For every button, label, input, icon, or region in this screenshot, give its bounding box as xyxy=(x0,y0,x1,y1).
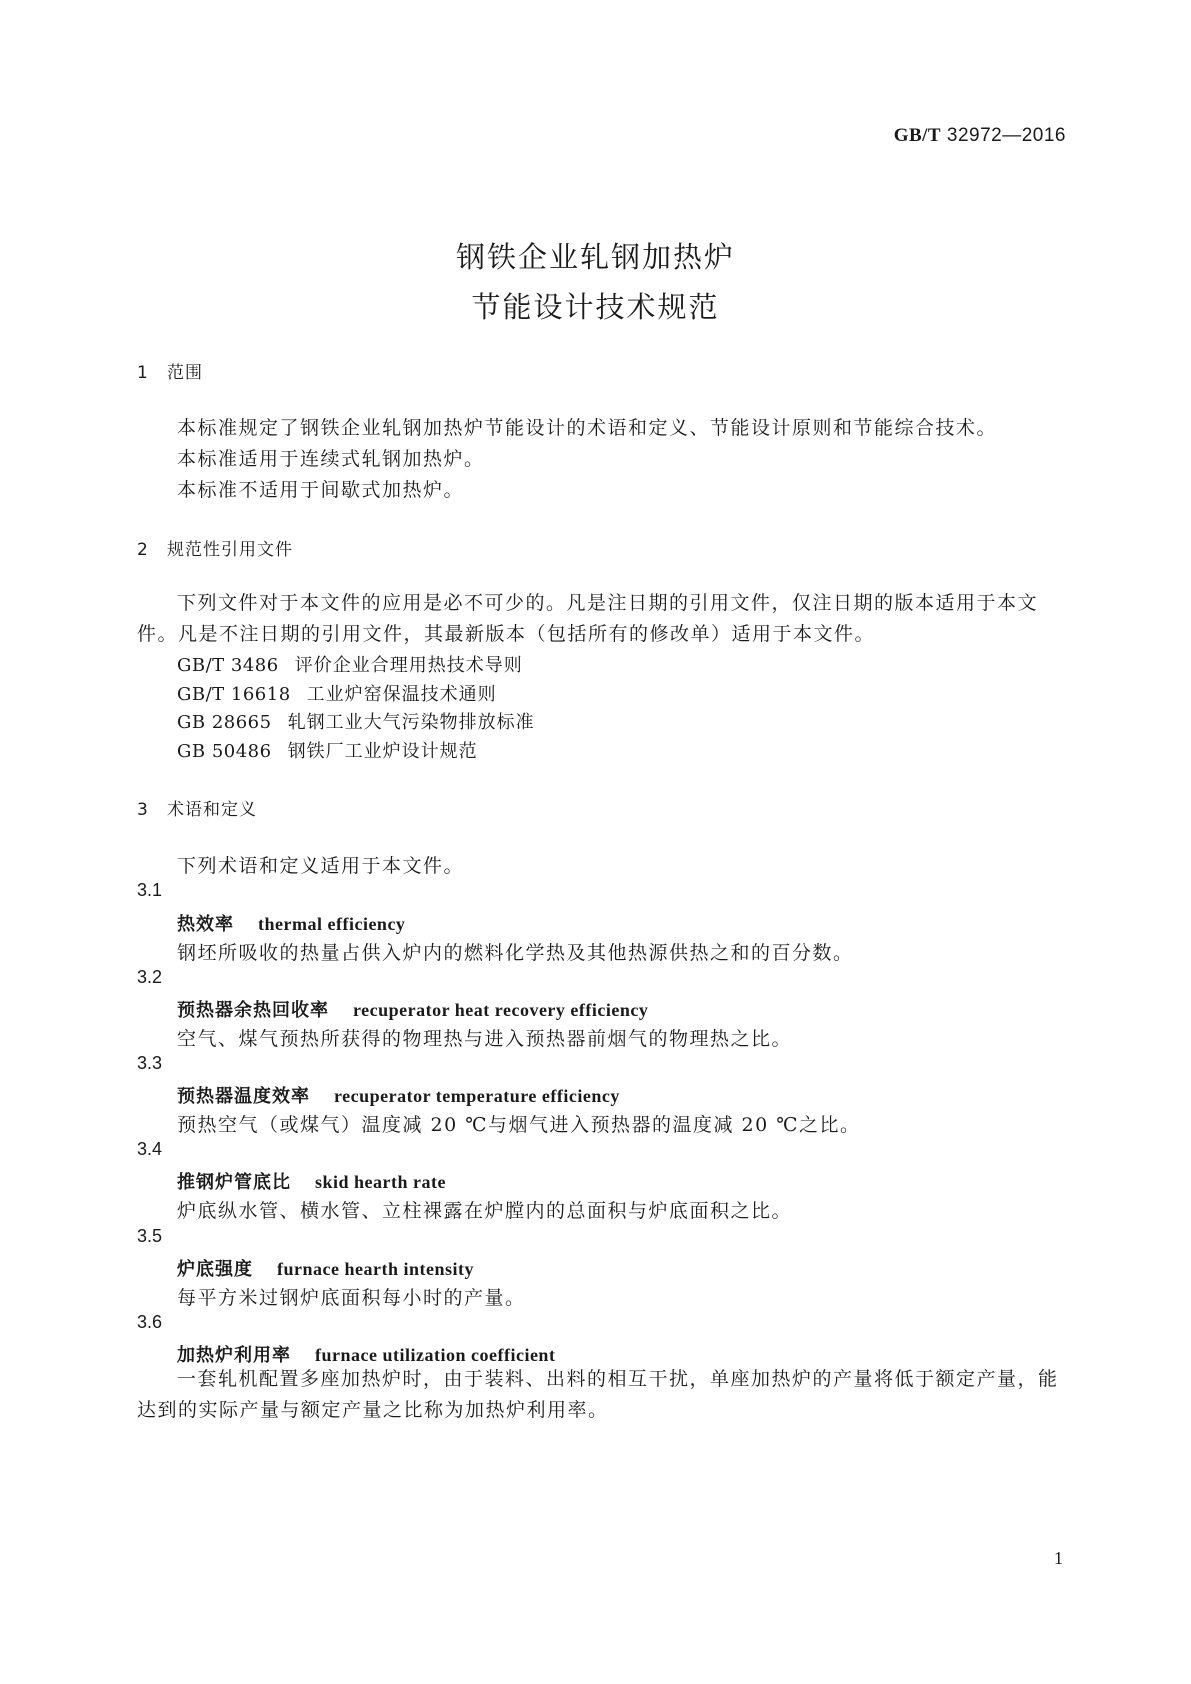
scope-paragraph-3: 本标准不适用于间歇式加热炉。 xyxy=(177,479,465,501)
term-name-zh: 预热器余热回收率 xyxy=(177,1000,329,1021)
term-name-en: skid hearth rate xyxy=(315,1172,446,1192)
page-number: 1 xyxy=(1054,1548,1063,1568)
section-number: 3 xyxy=(137,800,149,820)
references-intro-text: 下列文件对于本文件的应用是必不可少的。凡是注日期的引用文件，仅注日期的版本适用于本文件。凡是不注日期的引用文件，其最新版本（包括所有的修改单）适用于本文件。 xyxy=(137,592,1039,645)
standard-number xyxy=(894,125,1066,147)
term-name-en: thermal efficiency xyxy=(258,914,406,934)
reference-item xyxy=(177,737,478,763)
reference-title: 工业炉窑保温技术通则 xyxy=(306,684,497,705)
standard-prefix: GB/T xyxy=(893,125,942,146)
reference-item xyxy=(177,680,497,706)
title-line-1: 钢铁企业轧钢加热炉 xyxy=(455,240,735,274)
term-definition: 预热空气（或煤气）温度减 20 ℃与烟气进入预热器的温度减 20 ℃之比。 xyxy=(177,1114,861,1136)
term-name-en: recuperator temperature efficiency xyxy=(334,1086,620,1106)
section-3-heading xyxy=(137,795,257,820)
section-2-heading xyxy=(137,535,293,560)
term-definition: 每平方米过钢炉底面积每小时的产量。 xyxy=(177,1287,526,1309)
term-number: 3.3 xyxy=(137,1053,163,1073)
scope-paragraph-1: 本标准规定了钢铁企业轧钢加热炉节能设计的术语和定义、节能设计原则和节能综合技术。 xyxy=(177,417,998,439)
section-title: 规范性引用文件 xyxy=(167,540,293,560)
terms-intro: 下列术语和定义适用于本文件。 xyxy=(177,855,465,877)
term-name-zh: 预热器温度效率 xyxy=(177,1086,310,1107)
scope-paragraph-2: 本标准适用于连续式轧钢加热炉。 xyxy=(177,448,485,470)
term-number: 3.6 xyxy=(137,1312,163,1332)
section-1-heading xyxy=(137,358,203,383)
term-definition: 空气、煤气预热所获得的物理热与进入预热器前烟气的物理热之比。 xyxy=(177,1028,793,1050)
term-definition: 炉底纵水管、横水管、立柱裸露在炉膛内的总面积与炉底面积之比。 xyxy=(177,1200,793,1222)
term-name xyxy=(177,910,405,936)
section-number: 1 xyxy=(137,363,149,383)
references-intro xyxy=(137,588,1067,650)
term-name-zh: 推钢炉管底比 xyxy=(177,1172,291,1193)
term-number: 3.4 xyxy=(137,1139,163,1159)
reference-title: 评价企业合理用热技术导则 xyxy=(294,655,523,676)
term-name-en: recuperator heat recovery efficiency xyxy=(353,1000,649,1020)
reference-code: GB 50486 xyxy=(177,741,272,762)
section-title: 范围 xyxy=(167,363,203,383)
section-title: 术语和定义 xyxy=(167,800,257,820)
reference-code: GB/T 16618 xyxy=(177,684,291,705)
term-name xyxy=(177,1168,446,1194)
reference-title: 钢铁厂工业炉设计规范 xyxy=(287,741,478,762)
term-name xyxy=(177,996,648,1022)
reference-code: GB 28665 xyxy=(177,712,272,733)
section-number: 2 xyxy=(137,540,149,560)
title-line-2: 节能设计技术规范 xyxy=(471,290,720,324)
term-name-en: furnace utilization coefficient xyxy=(315,1345,556,1365)
term-name-en: furnace hearth intensity xyxy=(277,1259,474,1279)
term-definition: 钢坯所吸收的热量占供入炉内的燃料化学热及其他热源供热之和的百分数。 xyxy=(177,942,854,964)
term-name-zh: 加热炉利用率 xyxy=(177,1345,291,1366)
reference-code: GB/T 3486 xyxy=(177,655,279,676)
term-name-zh: 热效率 xyxy=(177,914,234,935)
term-number: 3.1 xyxy=(137,880,163,900)
reference-item xyxy=(177,651,523,677)
term-number: 3.5 xyxy=(137,1226,163,1246)
standard-code: 32972—2016 xyxy=(946,125,1066,146)
term-definition xyxy=(137,1364,1067,1426)
term-name xyxy=(177,1082,620,1108)
term-definition-text: 一套轧机配置多座加热炉时，由于装料、出料的相互干扰，单座加热炉的产量将低于额定产量，能达到的实际产量与额定产量之比称为加热炉利用率。 xyxy=(137,1368,1059,1421)
reference-item xyxy=(177,708,535,734)
term-name xyxy=(177,1255,474,1281)
term-number: 3.2 xyxy=(137,967,163,987)
document-title xyxy=(0,232,1191,332)
reference-title: 轧钢工业大气污染物排放标准 xyxy=(287,712,535,733)
term-name-zh: 炉底强度 xyxy=(177,1259,253,1280)
